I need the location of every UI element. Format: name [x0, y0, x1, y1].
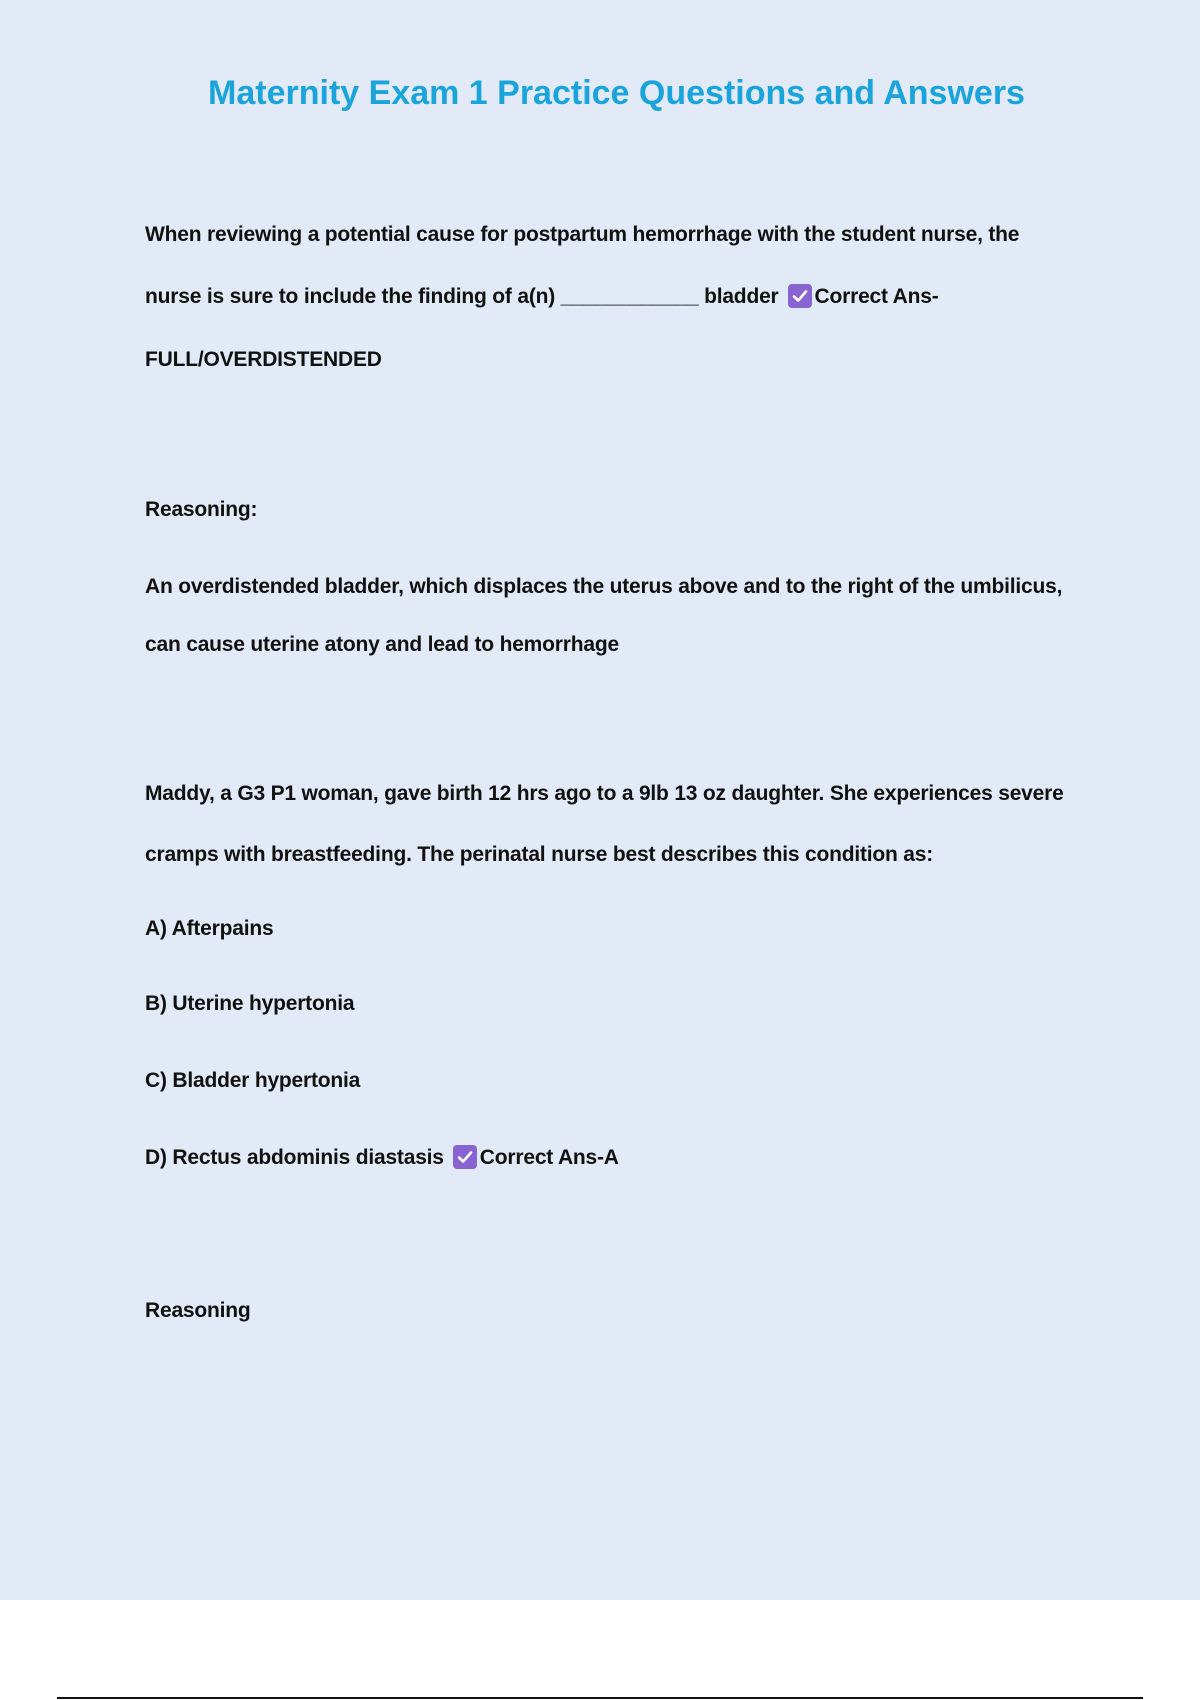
- question-1-line-1: When reviewing a potential cause for postpartum hemorrhage with the student nurse, the: [145, 223, 1020, 246]
- option-d: [145, 1145, 619, 1171]
- correct-answer-label: Correct Ans-: [814, 285, 939, 308]
- option-c: C) Bladder hypertonia: [145, 1069, 361, 1092]
- footer-rule: [57, 1697, 1143, 1699]
- reasoning-heading: Reasoning:: [145, 498, 258, 521]
- question-1-line-2: [145, 284, 939, 310]
- question-2-line-2: cramps with breastfeeding. The perinatal nurse best describes this condition as:: [145, 843, 934, 866]
- reasoning-line-1: An overdistended bladder, which displaces the uterus above and to the right of the umbilicus,: [145, 575, 1063, 598]
- question-1-answer: FULL/OVERDISTENDED: [145, 348, 382, 371]
- question-1-blank-text: nurse is sure to include the finding of a(n) ____________ bladder: [145, 285, 779, 308]
- option-b: B) Uterine hypertonia: [145, 992, 355, 1015]
- reasoning-heading: Reasoning: [145, 1299, 251, 1322]
- question-2-line-1: Maddy, a G3 P1 woman, gave birth 12 hrs ago to a 9lb 13 oz daughter. She experiences severe: [145, 782, 1064, 805]
- reasoning-line-2: can cause uterine atony and lead to hemorrhage: [145, 633, 619, 656]
- document-title: Maternity Exam 1 Practice Questions and Answers: [208, 74, 1025, 112]
- correct-answer-label: Correct Ans-A: [479, 1146, 619, 1169]
- checkbox-checked-icon: [788, 284, 812, 308]
- checkbox-checked-icon: [453, 1145, 477, 1169]
- option-d-text: D) Rectus abdominis diastasis: [145, 1146, 444, 1169]
- option-a: A) Afterpains: [145, 917, 274, 940]
